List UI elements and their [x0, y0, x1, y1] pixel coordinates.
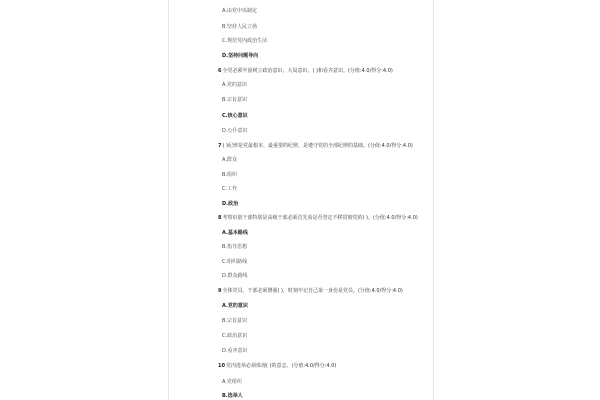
option-text: 党的意识 — [226, 82, 247, 88]
question-stem — [218, 363, 336, 369]
option-letter: A. — [222, 230, 228, 236]
answer-option-selected — [222, 230, 248, 236]
question-text: 党内选举必须体现( )的意志。(分值:4.0/得分:4.0) — [225, 363, 337, 369]
answer-option-selected — [222, 303, 248, 309]
option-letter: B. — [222, 24, 228, 30]
answer-option — [222, 273, 247, 279]
option-text: 宗旨意识 — [227, 318, 248, 324]
answer-option-selected — [222, 393, 243, 399]
answer-option — [222, 172, 237, 178]
option-letter: B. — [222, 97, 228, 103]
option-text: 组织 — [227, 172, 238, 178]
question-text: ( )纪律是党最根本、最重要的纪律，是遵守党的全部纪律的基础。(分值:4.0/得分:4.0) — [222, 143, 413, 149]
option-text: 组织路线 — [227, 259, 248, 265]
option-letter: B. — [222, 172, 228, 178]
option-letter: A. — [222, 82, 227, 88]
question-number: 9 — [218, 288, 222, 294]
question-number: 7 — [218, 143, 222, 149]
option-letter: B. — [222, 318, 228, 324]
option-letter: D. — [222, 128, 228, 134]
question-text: 全党必须牢固树立政治意识、大局意识、( )和看齐意识。(分值:4.0/得分:4.0) — [222, 68, 393, 74]
option-text: 党的意识 — [227, 303, 248, 309]
quiz-page — [168, 0, 434, 400]
option-letter: A. — [222, 303, 228, 309]
answer-option — [222, 348, 247, 354]
option-letter: C. — [222, 186, 228, 192]
option-text: 群众路线 — [227, 273, 248, 279]
answer-option — [222, 8, 257, 14]
option-letter: A. — [222, 157, 227, 163]
option-text: 公仆意识 — [227, 128, 248, 134]
answer-option — [222, 157, 237, 163]
option-text: 由党中央制定 — [226, 8, 257, 14]
option-letter: B. — [222, 393, 228, 399]
answer-option — [222, 379, 242, 385]
option-letter: D. — [222, 201, 229, 207]
option-letter: D. — [222, 53, 229, 59]
option-letter: A. — [222, 8, 227, 14]
question-number: 8 — [218, 215, 222, 221]
option-letter: C. — [222, 259, 228, 265]
answer-option — [222, 318, 247, 324]
answer-option — [222, 24, 257, 30]
option-text: 政治 — [228, 201, 239, 207]
option-text: 核心意识 — [227, 113, 248, 119]
answer-option — [222, 186, 237, 192]
question-number: 6 — [218, 68, 222, 74]
answer-option-selected — [222, 113, 248, 119]
option-text: 党组织 — [226, 379, 242, 385]
question-stem — [218, 143, 413, 149]
option-letter: D. — [222, 348, 228, 354]
option-letter: C. — [222, 333, 228, 339]
question-text: 考察识别干部特别是高级干部必须首先看是否坚定不移贯彻党的( )。(分值:4.0/得分:4.0) — [222, 215, 418, 221]
option-text: 指导思想 — [227, 244, 248, 250]
question-number: 10 — [218, 363, 225, 369]
option-text: 群众 — [226, 157, 237, 163]
option-letter: D. — [222, 273, 228, 279]
question-stem — [218, 215, 418, 221]
option-letter: C. — [222, 113, 228, 119]
answer-option — [222, 333, 247, 339]
option-text: 选举人 — [227, 393, 243, 399]
answer-option — [222, 38, 267, 44]
option-text: 宗旨意识 — [227, 97, 248, 103]
option-text: 规范党内政治生活 — [227, 38, 268, 44]
answer-option-selected — [222, 201, 238, 207]
question-stem — [218, 288, 403, 294]
question-stem — [218, 68, 393, 74]
option-letter: A. — [222, 379, 227, 385]
answer-option — [222, 128, 247, 134]
answer-option — [222, 244, 247, 250]
answer-option — [222, 82, 247, 88]
answer-option — [222, 259, 247, 265]
option-text: 坚持人民立场 — [227, 24, 258, 30]
option-text: 政治意识 — [227, 333, 248, 339]
answer-option-selected — [222, 53, 258, 59]
question-text: 全体党员、干部必须增强( )，时刻牢记自己第一身份是党员。(分值:4.0/得分:4.0) — [222, 288, 403, 294]
answer-option — [222, 97, 247, 103]
option-letter: B. — [222, 244, 228, 250]
option-text: 坚持问题导向 — [228, 53, 259, 59]
option-letter: C. — [222, 38, 228, 44]
option-text: 看齐意识 — [227, 348, 248, 354]
option-text: 工作 — [227, 186, 238, 192]
option-text: 基本路线 — [227, 230, 248, 236]
